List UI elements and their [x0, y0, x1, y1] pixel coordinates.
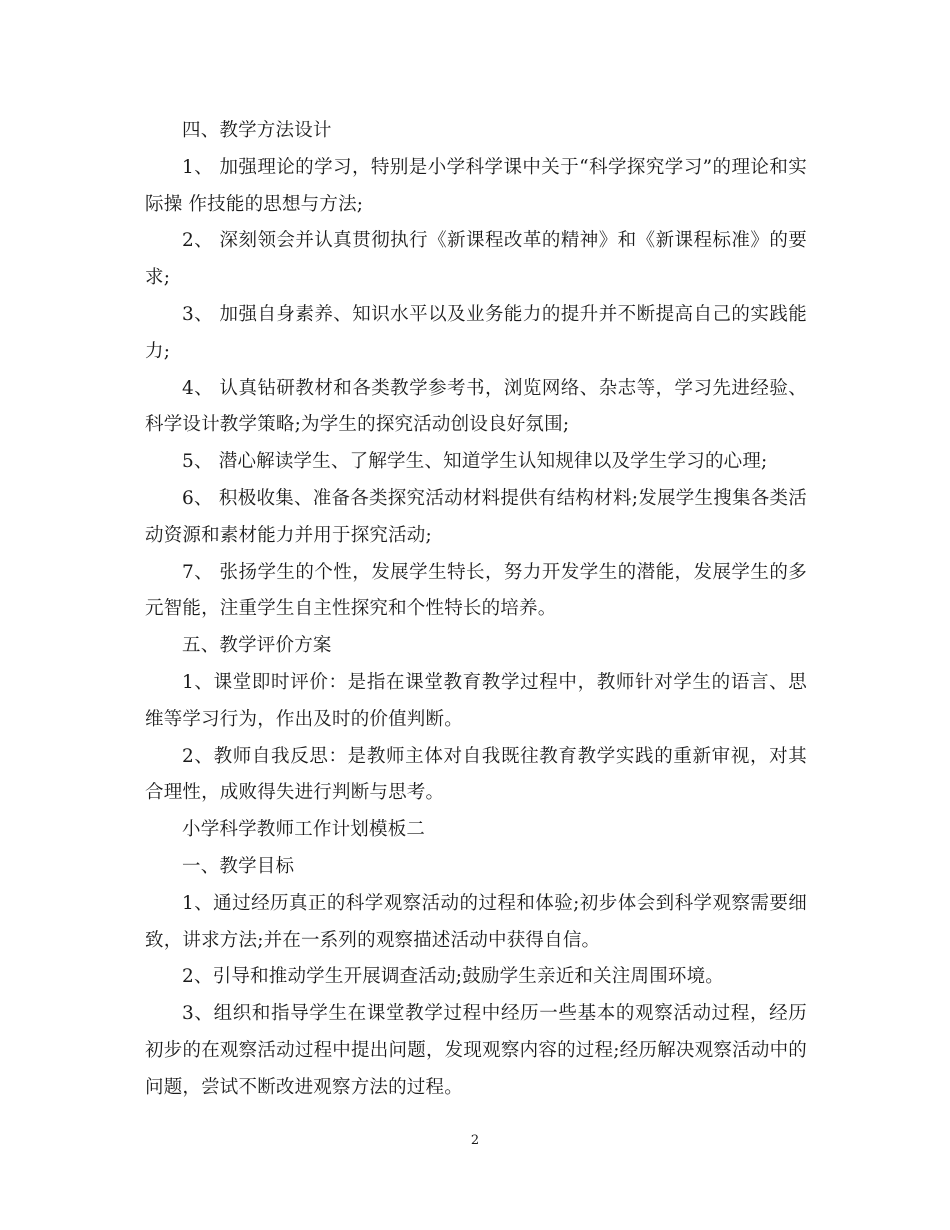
goal-item-3: 3、组织和指导学生在课堂教学过程中经历一些基本的观察活动过程，经历初步的在观察活动过程中提出问题，发现观察内容的过程;经历解决观察活动中的问题，尝试不断改进观察方法的过程。 — [145, 1003, 807, 1098]
method-item-1: 1、 加强理论的学习，特别是小学科学课中关于“科学探究学习”的理论和实际操 作技能的思想与方法; — [145, 156, 807, 215]
goal-item-1: 1、通过经历真正的科学观察活动的过程和体验;初步体会到科学观察需要细致，讲求方法;并在一系列的观察描述活动中获得自信。 — [145, 892, 807, 951]
method-item-3: 3、 加强自身素养、知识水平以及业务能力的提升并不断提高自己的实践能力; — [145, 303, 807, 362]
evaluation-item-1: 1、课堂即时评价：是指在课堂教育教学过程中，教师针对学生的语言、思维等学习行为，作出及时的价值判断。 — [145, 671, 807, 730]
goal-item-2: 2、引导和推动学生开展调查活动;鼓励学生亲近和关注周围环境。 — [182, 966, 725, 988]
method-item-2: 2、 深刻领会并认真贯彻执行《新课程改革的精神》和《新课程标准》的要求; — [145, 230, 807, 289]
evaluation-item-2: 2、教师自我反思：是教师主体对自我既往教育教学实践的重新审视，对其合理性，成败得失进行判断与思考。 — [145, 745, 807, 804]
section-heading-teaching-methods: 四、教学方法设计 — [182, 120, 332, 141]
method-item-6: 6、 积极收集、准备各类探究活动材料提供有结构材料;发展学生搜集各类活动资源和素材能力并用于探究活动; — [145, 487, 807, 546]
method-item-4: 4、 认真钻研教材和各类教学参考书，浏览网络、杂志等，学习先进经验、科学设计教学策略;为学生的探究活动创设良好氛围; — [145, 377, 807, 436]
section-heading-teaching-goals: 一、教学目标 — [182, 855, 295, 877]
template-two-title: 小学科学教师工作计划模板二 — [182, 819, 426, 841]
document-body — [145, 113, 807, 1107]
method-item-7: 7、 张扬学生的个性，发展学生特长，努力开发学生的潜能，发展学生的多元智能，注重学生自主性探究和个性特长的培养。 — [145, 561, 807, 620]
method-item-5: 5、 潜心解读学生、了解学生、知道学生认知规律以及学生学习的心理; — [182, 451, 768, 473]
page-number: 2 — [470, 1133, 480, 1148]
section-heading-evaluation: 五、教学评价方案 — [182, 635, 332, 657]
